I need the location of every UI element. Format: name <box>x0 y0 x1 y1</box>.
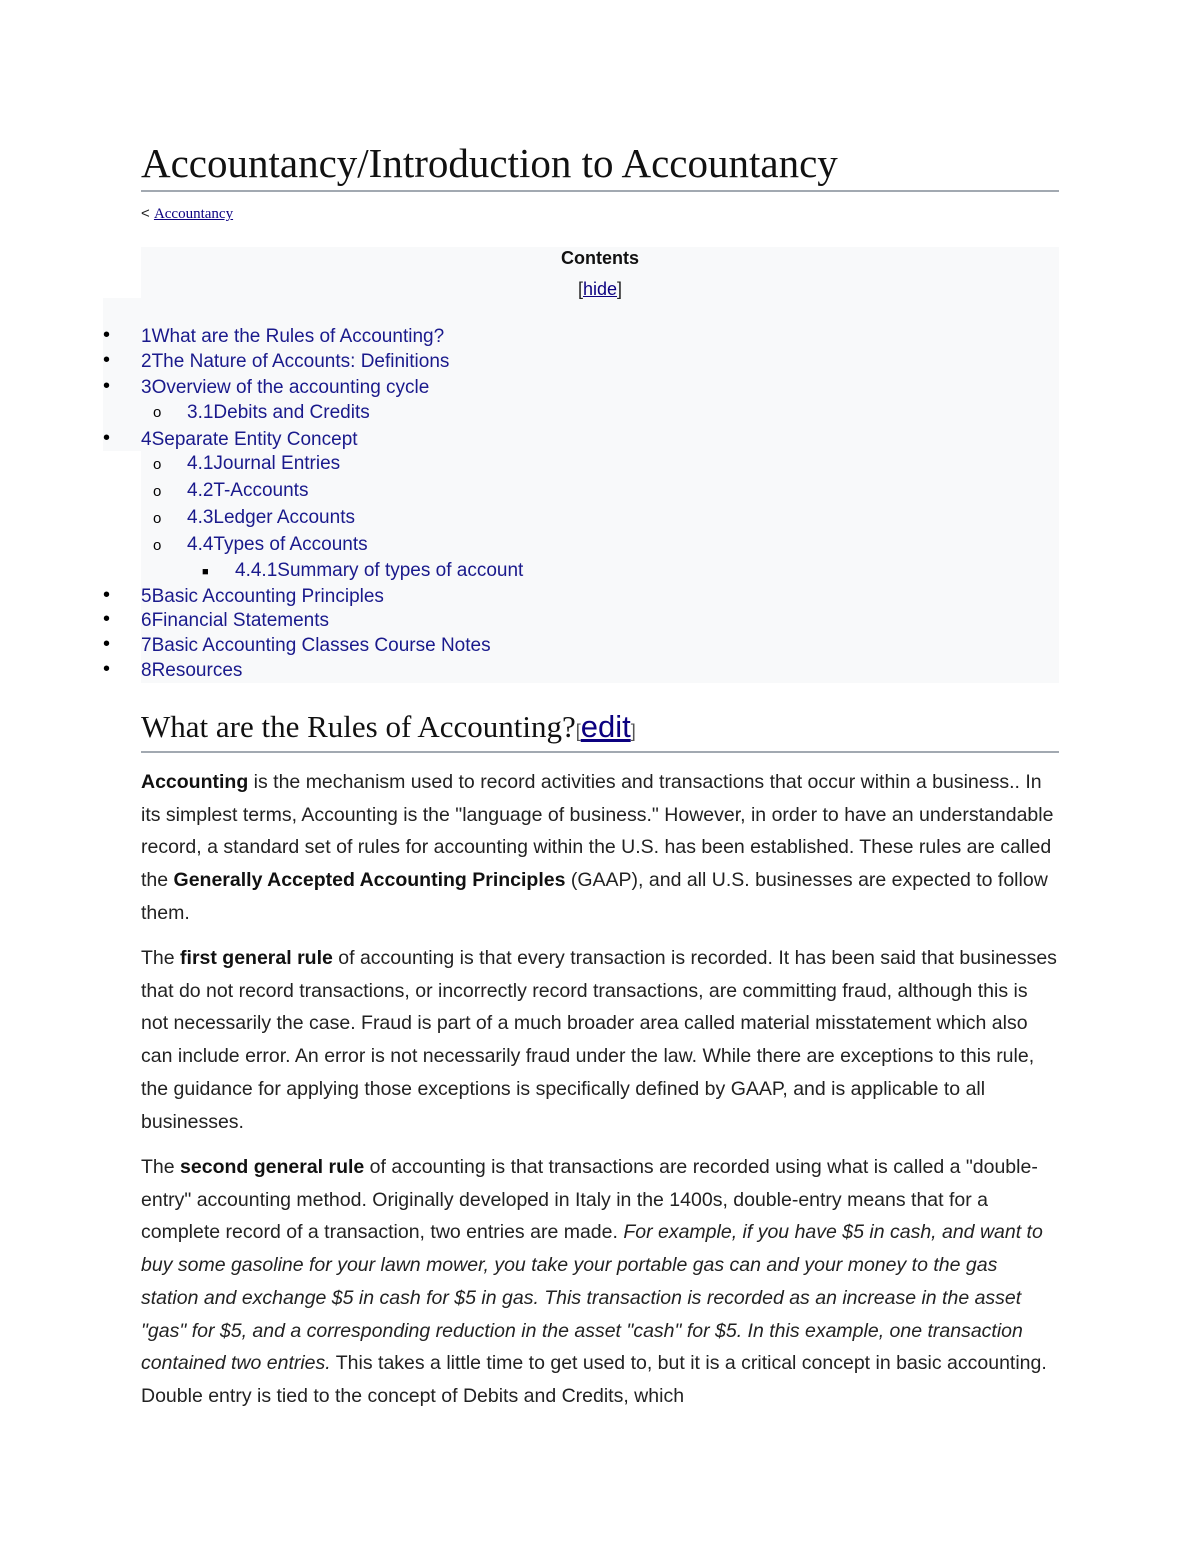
toc-item[interactable] <box>187 402 370 424</box>
toc-item[interactable] <box>141 660 242 682</box>
toc-item-number: 4.1 <box>187 453 214 474</box>
toc-item-number: 4.4 <box>187 534 214 555</box>
bold-term: Accounting <box>141 771 249 793</box>
toc-item-label: Basic Accounting Principles <box>151 586 384 607</box>
toc-item-number: 3 <box>141 377 152 398</box>
toc-item[interactable] <box>235 560 523 582</box>
toc-item[interactable] <box>141 610 329 632</box>
section-heading <box>141 708 1059 753</box>
toc-item[interactable] <box>141 635 491 657</box>
bullet-disc-icon: • <box>103 427 111 449</box>
toc-item-number: 4.4.1 <box>235 560 278 581</box>
edit-close-bracket: ] <box>630 721 636 741</box>
paragraph-2 <box>141 942 1059 1138</box>
bold-term: first general rule <box>180 947 333 969</box>
toc-item-label: Financial Statements <box>151 610 329 631</box>
toc-item-label: Types of Accounts <box>213 534 368 555</box>
toc-item-number: 8 <box>141 660 152 681</box>
edit-open-bracket: [ <box>575 721 581 741</box>
toc-item-number: 4 <box>141 429 152 450</box>
toc-item[interactable] <box>187 507 355 529</box>
breadcrumb-prefix: < <box>141 205 154 222</box>
toc-item-label: Summary of types of account <box>277 560 524 581</box>
toc-item[interactable] <box>141 351 449 373</box>
toc-item-label: Overview of the accounting cycle <box>151 377 430 398</box>
italic-example: For example, if you have $5 in cash, and want to buy some gasoline for your lawn mower, you take your portable gas can and your money to the gas station and exchange $5 in cash for $5 in gas. This transaction is recorded as an increase in the asset "gas" for $5, and a corresponding reduction in the asset "cash" for $5. In this example, one transaction contained two entries. <box>141 1221 1043 1375</box>
paragraph-text: is the mechanism used to record activities and transactions that occur within a business.. In its simplest terms, Accounting is the "language of business." However, in order to have an understandable record, a standard set of rules for accounting within the U.S. has been established. These rules are called the <box>141 771 1054 892</box>
bullet-circle-icon: o <box>153 537 162 554</box>
paragraph-1 <box>141 766 1059 930</box>
bullet-disc-icon: • <box>103 349 111 371</box>
bullet-square-icon: ■ <box>202 566 209 578</box>
paragraph-3 <box>141 1151 1059 1413</box>
toc-item-label: Separate Entity Concept <box>151 429 358 450</box>
bold-term: Generally Accepted Accounting Principles <box>173 869 566 892</box>
bullet-circle-icon: o <box>153 483 162 500</box>
toc-item-number: 5 <box>141 586 152 607</box>
toc-hide-control <box>141 279 1059 300</box>
toc-item-label: Basic Accounting Classes Course Notes <box>151 635 491 656</box>
bullet-circle-icon: o <box>153 456 162 473</box>
paragraph-text: The <box>141 947 181 969</box>
toc-item-label: Journal Entries <box>213 453 341 474</box>
paragraph-text: (GAAP), and all U.S. businesses are expected to follow them. <box>141 869 1048 924</box>
bullet-circle-icon: o <box>153 404 162 421</box>
toc-item-label: What are the Rules of Accounting? <box>151 326 445 347</box>
section-edit-link[interactable]: edit <box>580 709 631 744</box>
toc-item[interactable] <box>141 377 429 399</box>
bullet-disc-icon: • <box>103 324 111 346</box>
toc-hide-close-bracket: ] <box>617 279 623 299</box>
toc-item-number: 4.3 <box>187 507 214 528</box>
bold-term: second general rule <box>180 1156 365 1178</box>
toc-hide-link[interactable]: hide <box>582 279 618 299</box>
toc-item-label: T-Accounts <box>213 480 309 501</box>
paragraph-text: This takes a little time to get used to, but it is a critical concept in basic accounting. Double entry is tied to the concept of Debits and Credits, which <box>141 1352 1047 1407</box>
toc-hide-open-bracket: [ <box>577 279 583 299</box>
toc-item-number: 7 <box>141 635 152 656</box>
toc-item-label: Debits and Credits <box>213 402 370 423</box>
toc-item-number: 2 <box>141 351 152 372</box>
toc-item[interactable] <box>187 453 340 475</box>
bullet-disc-icon: • <box>103 584 111 606</box>
paragraph-text: The <box>141 1156 181 1178</box>
bullet-disc-icon: • <box>103 608 111 630</box>
toc-heading: Contents <box>561 248 639 268</box>
toc-item[interactable] <box>141 429 358 451</box>
toc-item[interactable] <box>187 480 308 502</box>
breadcrumb-link-accountancy[interactable]: Accountancy <box>153 206 234 222</box>
toc-item-number: 1 <box>141 326 152 347</box>
paragraph-text: of accounting is that transactions are recorded using what is called a "double-entry" accounting method. Originally developed in Italy in the 1400s, double-entry means that for a complete record of a transaction, two entries are made. <box>141 1156 1038 1244</box>
toc-item-label: Resources <box>151 660 243 681</box>
breadcrumb <box>141 205 233 223</box>
bullet-circle-icon: o <box>153 510 162 527</box>
toc-item-number: 3.1 <box>187 402 214 423</box>
toc-item[interactable] <box>187 534 368 556</box>
bullet-disc-icon: • <box>103 375 111 397</box>
toc-item-label: Ledger Accounts <box>213 507 355 528</box>
page-title: Accountancy/Introduction to Accountancy <box>141 138 1059 192</box>
toc-item-number: 6 <box>141 610 152 631</box>
toc-item[interactable] <box>141 326 444 348</box>
bullet-disc-icon: • <box>103 658 111 680</box>
toc-item[interactable] <box>141 586 384 608</box>
toc-item-label: The Nature of Accounts: Definitions <box>151 351 450 372</box>
bullet-disc-icon: • <box>103 633 111 655</box>
toc-item-number: 4.2 <box>187 480 214 501</box>
section-heading-text: What are the Rules of Accounting? <box>141 709 576 744</box>
paragraph-text: of accounting is that every transaction is recorded. It has been said that businesses that do not record transactions, or incorrectly record transactions, are committing fraud, although this is not necessarily the case. Fraud is part of a much broader area called material misstatement which also can include error. An error is not necessarily fraud under the law. While there are exceptions to this rule, the guidance for applying those exceptions is specifically defined by GAAP, and is applicable to all businesses. <box>141 947 1057 1133</box>
